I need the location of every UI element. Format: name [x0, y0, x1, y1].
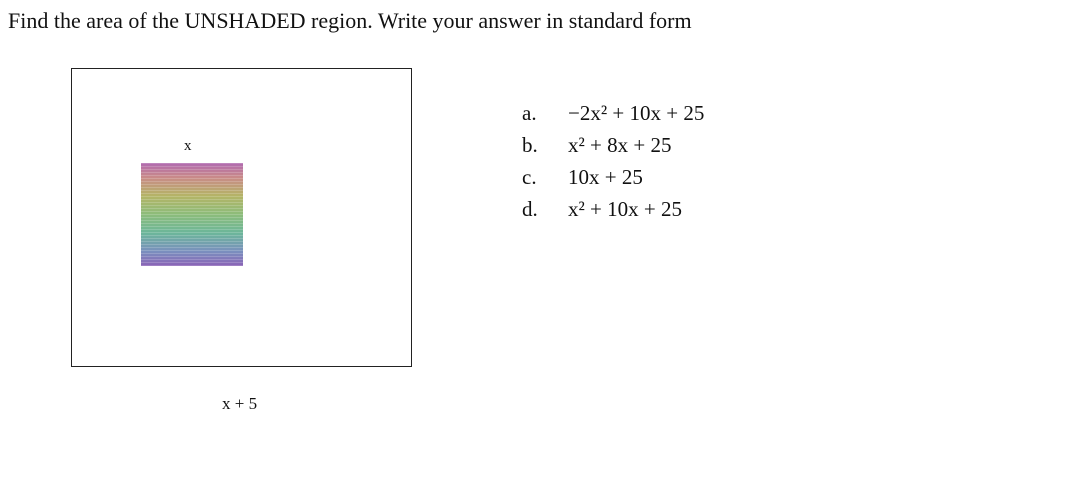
choice-d[interactable] [522, 193, 704, 225]
choice-text: −2x² + 10x + 25 [568, 100, 705, 125]
choice-b[interactable] [522, 129, 704, 161]
choice-a[interactable] [522, 97, 704, 129]
choice-text: x² + 8x + 25 [568, 132, 672, 157]
choice-c[interactable] [522, 161, 704, 193]
outer-side-label: x + 5 [222, 394, 258, 413]
choice-letter: a. [522, 100, 537, 125]
choice-letter: c. [522, 164, 537, 189]
choice-letter: b. [522, 132, 538, 157]
question-text: Find the area of the UNSHADED region. Write your answer in standard form [8, 8, 692, 33]
choice-text: 10x + 25 [568, 164, 643, 189]
shaded-inner-square [141, 163, 243, 266]
answer-choices [522, 97, 704, 225]
inner-side-label: x [184, 138, 192, 154]
choice-text: x² + 10x + 25 [568, 196, 682, 221]
choice-letter: d. [522, 196, 538, 221]
